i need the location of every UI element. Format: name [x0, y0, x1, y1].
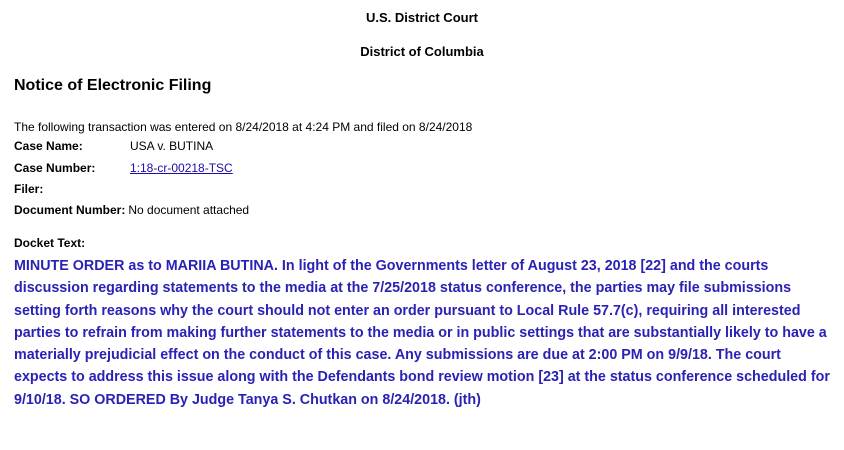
notice-title: Notice of Electronic Filing	[14, 77, 212, 94]
document-number-row	[14, 202, 249, 218]
court-name: U.S. District Court	[366, 10, 478, 25]
case-name-row	[14, 138, 213, 154]
transaction-line: The following transaction was entered on 8/24/2018 at 4:24 PM and filed on 8/24/2018	[14, 120, 473, 134]
case-number-link[interactable]: 1:18-cr-00218-TSC	[130, 161, 233, 175]
filer-label: Filer:	[14, 182, 44, 196]
case-name-value: USA v. BUTINA	[130, 139, 214, 153]
document-number-label: Document Number:	[14, 203, 126, 217]
case-number-label: Case Number:	[14, 161, 96, 175]
case-number-row	[14, 160, 233, 176]
court-district: District of Columbia	[360, 44, 484, 59]
filer-row	[14, 181, 130, 197]
case-name-label: Case Name:	[14, 139, 83, 153]
docket-text-label: Docket Text:	[14, 236, 86, 250]
document-number-value: No document attached	[128, 203, 250, 217]
docket-text-body: MINUTE ORDER as to MARIIA BUTINA. In light of the Governments letter of August 23, 2018 [22] and the courts discussion regarding statements to the media at the 7/25/2018 status conference, the parties may file submissions setting forth reasons why the court should not enter an order pursuant to Local Rule 57.7(c), requiring all interested parties to refrain from making further statements to the media or in public settings that are substantially likely to have a materially prejudicial effect on the conduct of this case. Any submissions are due at 2:00 PM on 9/9/18. The court expects to address this issue along with the Defendants bond review motion [23] at the status conference scheduled for 9/10/18. SO ORDERED By Judge Tanya S. Chutkan on 8/24/2018. (jth)	[14, 258, 830, 408]
